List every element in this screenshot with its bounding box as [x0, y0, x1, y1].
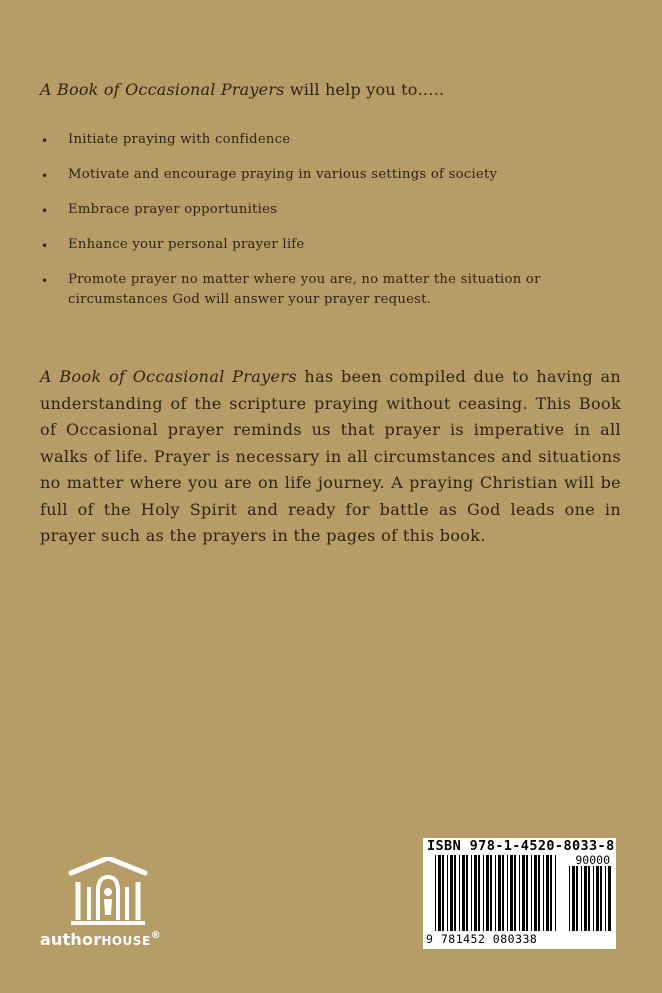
barcode-bar [447, 855, 448, 931]
barcode-bar [531, 855, 532, 931]
barcode-bar [522, 855, 525, 931]
book-description [40, 364, 621, 550]
list-item-text: Motivate and encourage praying in various settings of society [68, 167, 498, 182]
list-item-text: Embrace prayer opportunities [68, 202, 278, 217]
barcode-bar [588, 866, 590, 931]
barcode-bar [546, 855, 549, 931]
list-item-text: Initiate praying with confidence [68, 132, 291, 147]
barcode-bar [584, 866, 587, 931]
barcode-bar [483, 855, 484, 931]
barcode-bar [478, 855, 480, 931]
isbn-barcode [423, 838, 616, 949]
publisher-logo [38, 857, 188, 957]
list-item-text: Promote prayer no matter where you are, no matter the situation or circumstances God will answer your prayer request. [68, 272, 541, 307]
barcode-bar [576, 866, 578, 931]
barcode-bar [526, 855, 528, 931]
bullet-icon: • [41, 169, 49, 183]
list-item [40, 235, 630, 255]
barcode-bar [569, 866, 570, 931]
barcode-bar [608, 866, 611, 931]
barcode-bar [507, 855, 508, 931]
isbn-label: ISBN 978-1-4520-8033-8 [427, 838, 615, 854]
barcode-bar [486, 855, 489, 931]
barcode-bar [438, 855, 441, 931]
barcode-bar [534, 855, 537, 931]
barcode-bar [510, 855, 513, 931]
barcode-bar [474, 855, 477, 931]
list-item [40, 165, 630, 185]
barcode-bar [442, 855, 444, 931]
list-item-text: Enhance your personal prayer life [68, 237, 305, 252]
barcode-bar [514, 855, 516, 931]
price-code: 90000 [575, 853, 610, 867]
barcode-bar [498, 855, 501, 931]
barcode-bar [471, 855, 472, 931]
barcode-bar [593, 866, 594, 931]
barcode-bar [459, 855, 460, 931]
barcode-bar [600, 866, 602, 931]
barcode-bar [466, 855, 468, 931]
barcode-bar [450, 855, 453, 931]
barcode-bar [605, 866, 606, 931]
bullet-icon: • [41, 134, 49, 148]
description-book-title: A Book of Occasional Prayers [40, 367, 297, 386]
intro-book-title: A Book of Occasional Prayers [40, 80, 285, 99]
list-item [40, 200, 630, 220]
intro-text: will help you to….. [284, 80, 445, 99]
barcode-bar [490, 855, 492, 931]
barcode-bar [543, 855, 544, 931]
barcode-bar [572, 866, 575, 931]
barcode-bar [462, 855, 465, 931]
barcode-bar [555, 855, 556, 931]
bullet-icon: • [41, 239, 49, 253]
publisher-name: authorHOUSE® [40, 930, 161, 949]
description-text: has been compiled due to having an understanding of the scripture praying without ceasing. This Book of Occasional prayer reminds us that prayer is imperative in all walks of life. Prayer is necessary in all circumstances and situations no matter where you are on life journey. A praying Christian will be full of the Holy Spirit and ready for battle as God leads one in prayer such as the prayers in the pages of this book. [40, 367, 621, 545]
list-item [40, 130, 630, 150]
barcode-bar [538, 855, 540, 931]
barcode-bar [435, 855, 436, 931]
authorhouse-building-icon [68, 857, 148, 927]
barcode-bar [519, 855, 520, 931]
bullet-icon: • [41, 204, 49, 218]
barcode-bar [454, 855, 456, 931]
barcode-bar [550, 855, 552, 931]
bullet-icon: • [41, 274, 49, 288]
barcode-bar [581, 866, 582, 931]
intro-line [40, 80, 630, 100]
barcode-bar [502, 855, 504, 931]
ean-number: 9 781452 080338 [426, 932, 538, 946]
barcode-bar [596, 866, 599, 931]
benefits-list [40, 130, 630, 325]
list-item [40, 270, 630, 310]
barcode-bar [495, 855, 496, 931]
